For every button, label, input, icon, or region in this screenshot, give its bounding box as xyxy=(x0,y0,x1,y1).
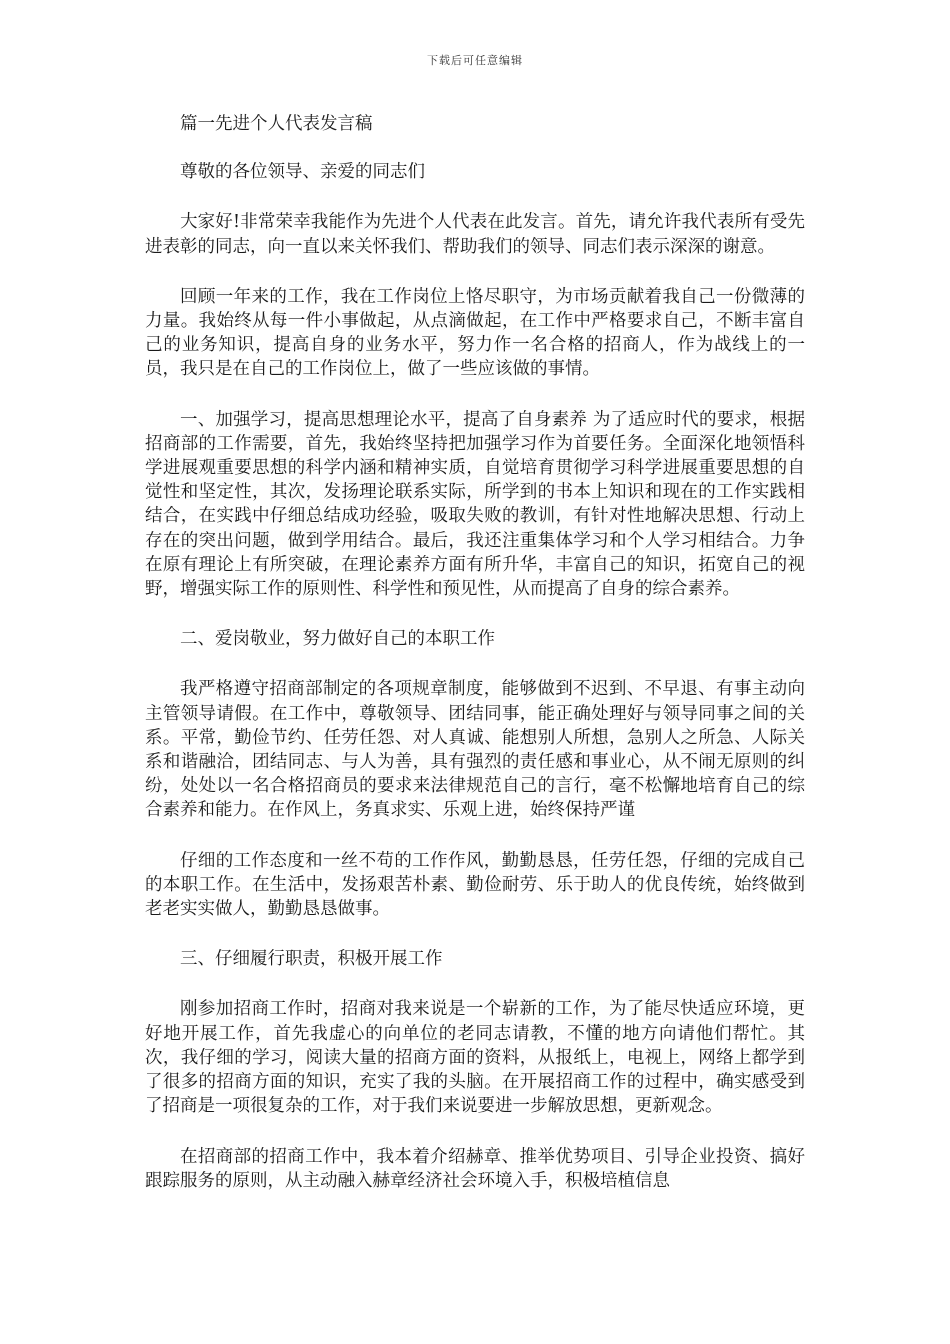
paragraph-attitude: 仔细的工作态度和一丝不苟的工作作风，勤勤恳恳，任劳任怨，仔细的完成自己的本职工作。在生活中，发扬艰苦朴素、勤俭耐劳、乐于助人的优良传统，始终做到老老实实做人，勤勤恳恳做事。 xyxy=(145,850,805,920)
paragraph-review: 回顾一年来的工作，我在工作岗位上恪尽职守，为市场贡献着我自己一份微薄的力量。我始终从每一件小事做起，从点滴做起，在工作中严格要求自己，不断丰富自己的业务知识，提高自身的业务水平，努力作一名合格的招商人，作为战线上的一员，我只是在自己的工作岗位上，做了一些应该做的事情。 xyxy=(145,286,805,380)
header-note: 下载后可任意编辑 xyxy=(427,54,523,67)
paragraph-greeting: 大家好!非常荣幸我能作为先进个人代表在此发言。首先，请允许我代表所有受先进表彰的同志，向一直以来关怀我们、帮助我们的领导、同志们表示深深的谢意。 xyxy=(145,212,805,257)
document-title: 篇一先进个人代表发言稿 xyxy=(180,114,373,134)
paragraph-study: 一、加强学习，提高思想理论水平，提高了自身素养 为了适应时代的要求，根据招商部的工作需要，首先，我始终坚持把加强学习作为首要任务。全面深化地领悟科学进展观重要思想的科学内涵和精神实质，自觉培育贯彻学习科学进展重要思想的自觉性和坚定性，其次，发扬理论联系实际，所学到的书本上知识和现在的工作实践相结合，在实践中仔细总结成功经验，吸取失败的教训，有针对性地解决思想、行动上存在的突出问题，做到学用结合。最后，我还注重集体学习和个人学习相结合。力争在原有理论上有所突破，在理论素养方面有所升华，丰富自己的知识，拓宽自己的视野，增强实际工作的原则性、科学性和预见性，从而提高了自身的综合素养。 xyxy=(145,409,805,600)
salutation: 尊敬的各位领导、亲爱的同志们 xyxy=(180,162,425,183)
paragraph-investment: 在招商部的招商工作中，我本着介绍赫章、推举优势项目、引导企业投资、搞好跟踪服务的原则，从主动融入赫章经济社会环境入手，积极培植信息 xyxy=(145,1146,805,1191)
paragraph-discipline: 我严格遵守招商部制定的各项规章制度，能够做到不迟到、不早退、有事主动向主管领导请假。在工作中，尊敬领导、团结同事，能正确处理好与领导同事之间的关系。平常，勤俭节约、任劳任怨、对人真诚、能想别人所想，急别人之所急、人际关系和谐融洽，团结同志、与人为善，具有强烈的责任感和事业心，从不闹无原则的纠纷，处处以一名合格招商员的要求来法律规范自己的言行，毫不松懈地培育自己的综合素养和能力。在作风上，务真求实、乐观上进，始终保持严谨 xyxy=(145,679,805,821)
section-heading-dedication: 二、爱岗敬业，努力做好自己的本职工作 xyxy=(180,629,495,650)
document-body xyxy=(145,112,805,1219)
section-heading-duties: 三、仔细履行职责，积极开展工作 xyxy=(180,949,443,970)
paragraph-new-work: 刚参加招商工作时，招商对我来说是一个崭新的工作，为了能尽快适应环境，更好地开展工作，首先我虚心的向单位的老同志请教，不懂的地方向请他们帮忙。其次，我仔细的学习，阅读大量的招商方面的资料，从报纸上，电视上，网络上都学到了很多的招商方面的知识，充实了我的头脑。在开展招商工作的过程中，确实感受到了招商是一项很复杂的工作，对于我们来说要进一步解放思想，更新观念。 xyxy=(145,999,805,1117)
